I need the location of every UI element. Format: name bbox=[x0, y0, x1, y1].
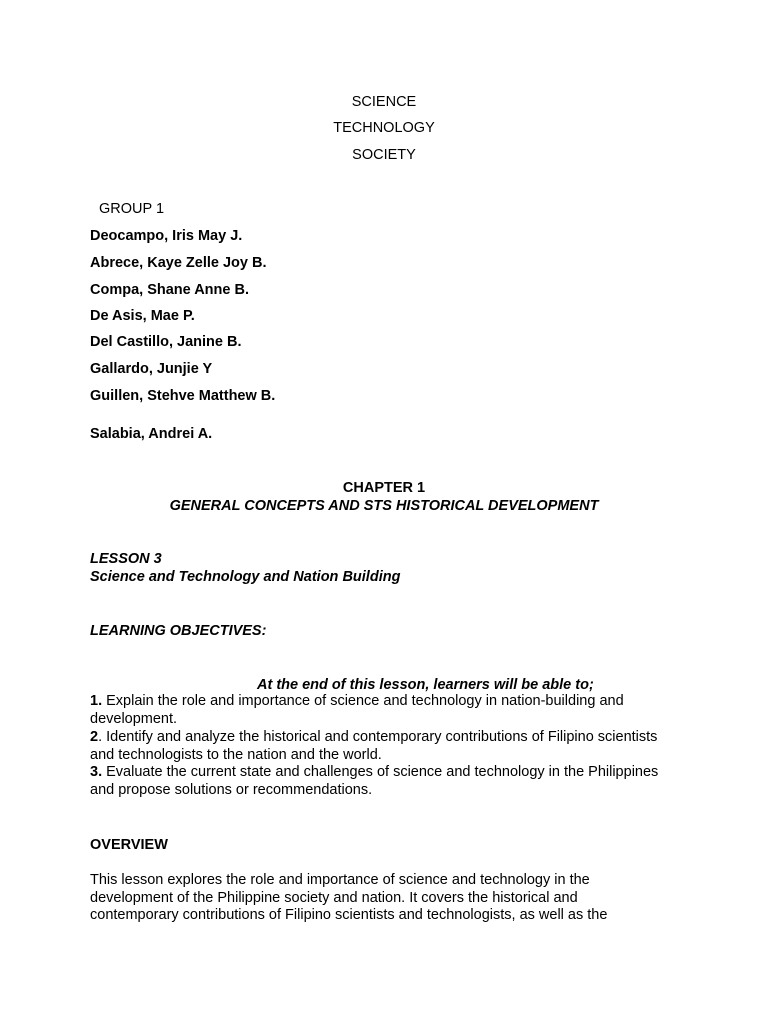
group-member: De Asis, Mae P. bbox=[90, 308, 195, 324]
objective-item-3 bbox=[90, 764, 660, 799]
group-member: Compa, Shane Anne B. bbox=[90, 282, 249, 298]
objective-number: 2 bbox=[90, 729, 99, 745]
objectives-intro: At the end of this lesson, learners will be able to; bbox=[257, 677, 594, 693]
group-member: Deocampo, Iris May J. bbox=[90, 228, 243, 244]
overview-text: This lesson explores the role and importance of science and technology in the development of the Philippine society and nation. It covers the historical and contemporary contributions of Filipino scientists and technologists, as well as the bbox=[90, 872, 608, 923]
lesson-number: LESSON 3 bbox=[90, 551, 162, 567]
group-member: Abrece, Kaye Zelle Joy B. bbox=[90, 255, 267, 271]
objective-item-1 bbox=[90, 693, 660, 728]
objective-item-2 bbox=[90, 729, 660, 764]
group-member: Gallardo, Junjie Y bbox=[90, 361, 213, 377]
group-member: Guillen, Stehve Matthew B. bbox=[90, 388, 276, 404]
objective-number: 1. bbox=[90, 693, 103, 709]
chapter-number: CHAPTER 1 bbox=[342, 480, 426, 496]
overview-heading: OVERVIEW bbox=[90, 837, 168, 853]
title-line-technology: TECHNOLOGY bbox=[333, 120, 435, 136]
title-line-society: SOCIETY bbox=[352, 147, 416, 163]
objective-number: 3. bbox=[90, 764, 103, 780]
group-member: Salabia, Andrei A. bbox=[90, 426, 213, 442]
objectives-heading: LEARNING OBJECTIVES: bbox=[90, 623, 267, 639]
objective-text: Evaluate the current state and challenges of science and technology in the Philippines and propose solutions or recommendations. bbox=[90, 764, 659, 798]
group-member: Del Castillo, Janine B. bbox=[90, 334, 242, 350]
chapter-title: GENERAL CONCEPTS AND STS HISTORICAL DEVELOPMENT bbox=[169, 498, 599, 514]
title-line-science: SCIENCE bbox=[351, 94, 417, 110]
objective-text: Explain the role and importance of science and technology in nation-building and development. bbox=[90, 693, 624, 727]
lesson-title: Science and Technology and Nation Building bbox=[90, 569, 401, 585]
group-label: GROUP 1 bbox=[99, 201, 165, 217]
objective-text: . Identify and analyze the historical and contemporary contributions of Filipino scientists and technologists to the nation and the world. bbox=[90, 729, 658, 763]
